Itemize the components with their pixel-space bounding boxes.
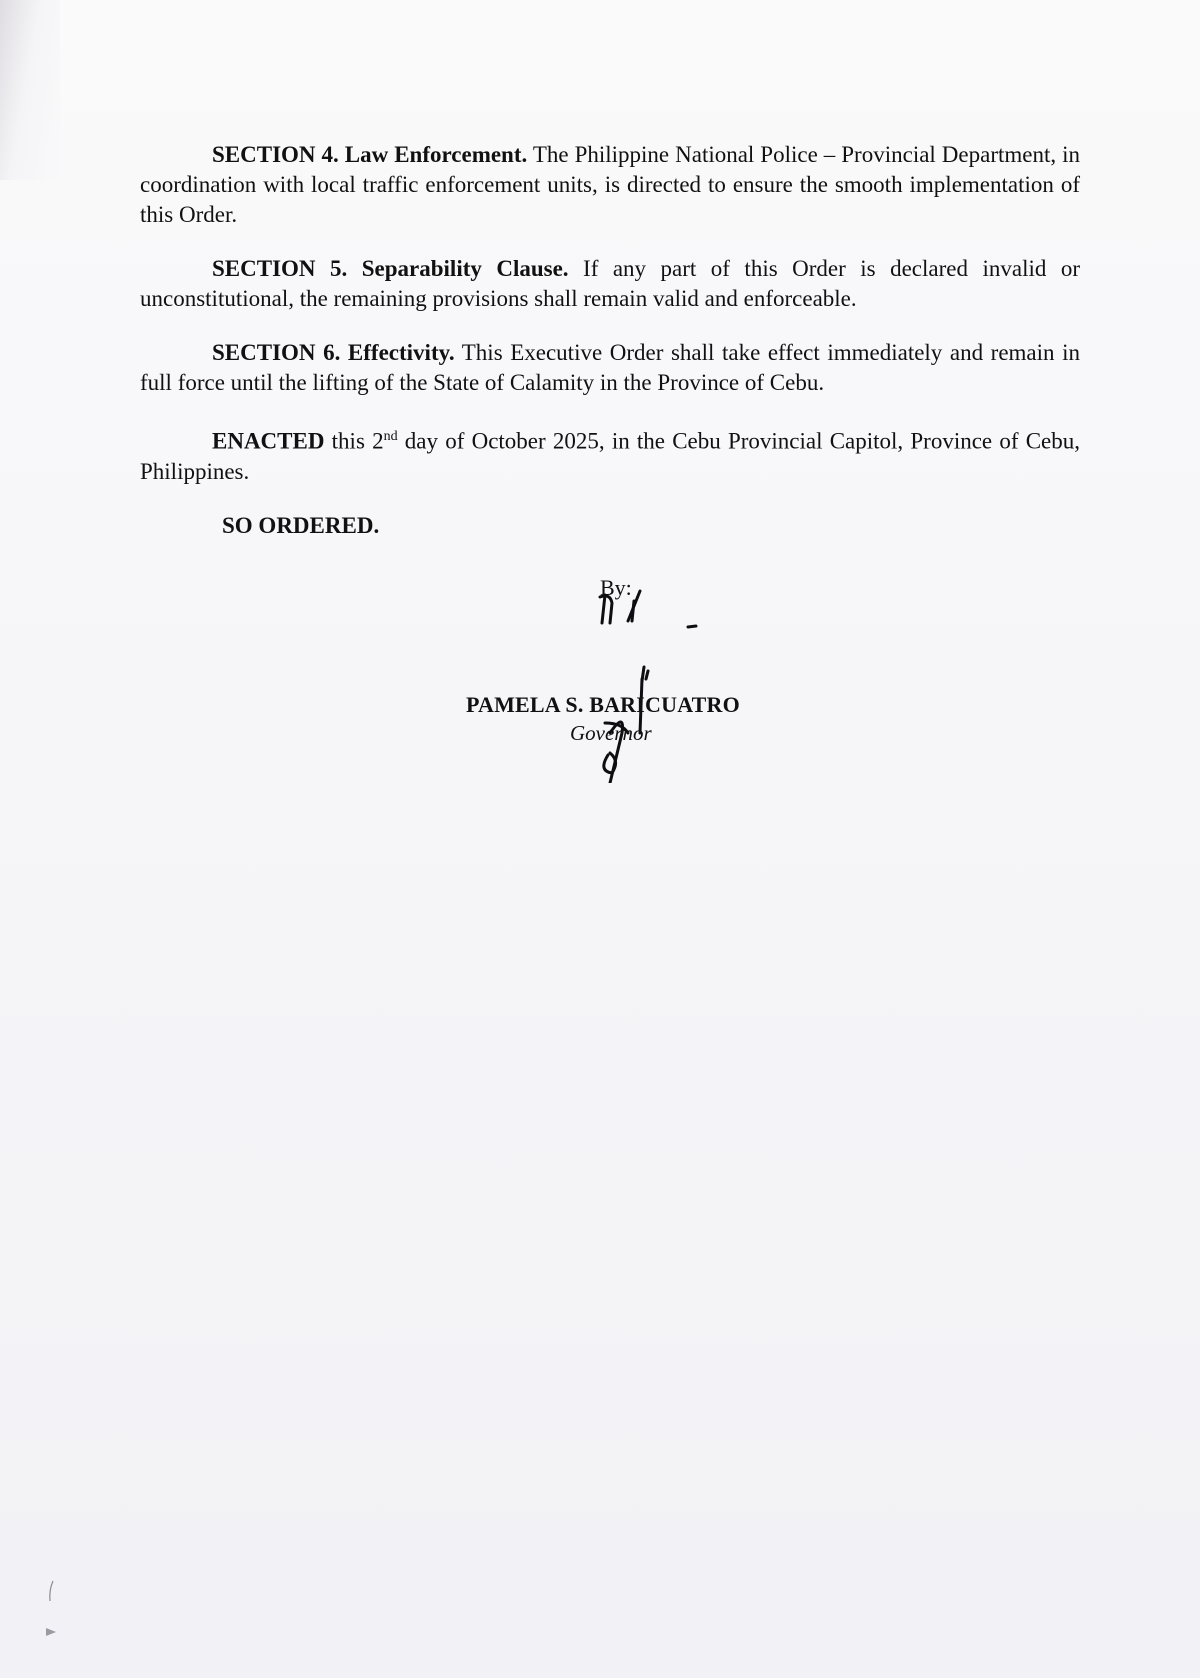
by-label: By: [600,575,632,600]
signatory-name: PAMELA S. BARICUATRO [466,692,740,717]
section-5-heading: SECTION 5. Separability Clause. [212,256,569,281]
margin-arrow-icon [44,1625,58,1639]
section-6 [140,338,1080,398]
enacted-text-before: this 2 [324,428,384,454]
section-5 [140,254,1080,314]
enacted-ordinal-suffix: nd [383,429,398,444]
enacted-clause [140,422,1080,487]
section-6-heading: SECTION 6. Effectivity. [212,340,455,365]
so-ordered: SO ORDERED. [222,512,380,538]
section-4-body: The Philippine National Police – Provincial Department, in coordination with local traffic enforcement units, is directed to ensure the smooth implementation of this Order. [140,142,1080,227]
section-4-heading: SECTION 4. Law Enforcement. [212,142,528,167]
margin-mark-tick [48,1580,54,1602]
document-body [140,140,1080,541]
section-4 [140,140,1080,230]
signatory-title: Governor [570,721,652,745]
section-6-body: This Executive Order shall take effect immediately and remain in full force until the lifting of the State of Calamity in the Province of Cebu. [140,340,1080,395]
section-5-body: If any part of this Order is declared invalid or unconstitutional, the remaining provisions shall remain valid and enforceable. [140,256,1080,311]
scan-corner-shadow [0,0,60,180]
handwritten-signature [550,583,750,783]
enacted-heading: ENACTED [212,428,325,454]
enacted-text-after: day of October 2025, in the Cebu Provincial Capitol, Province of Cebu, Philippines. [140,428,1080,484]
signature-block [460,575,800,805]
